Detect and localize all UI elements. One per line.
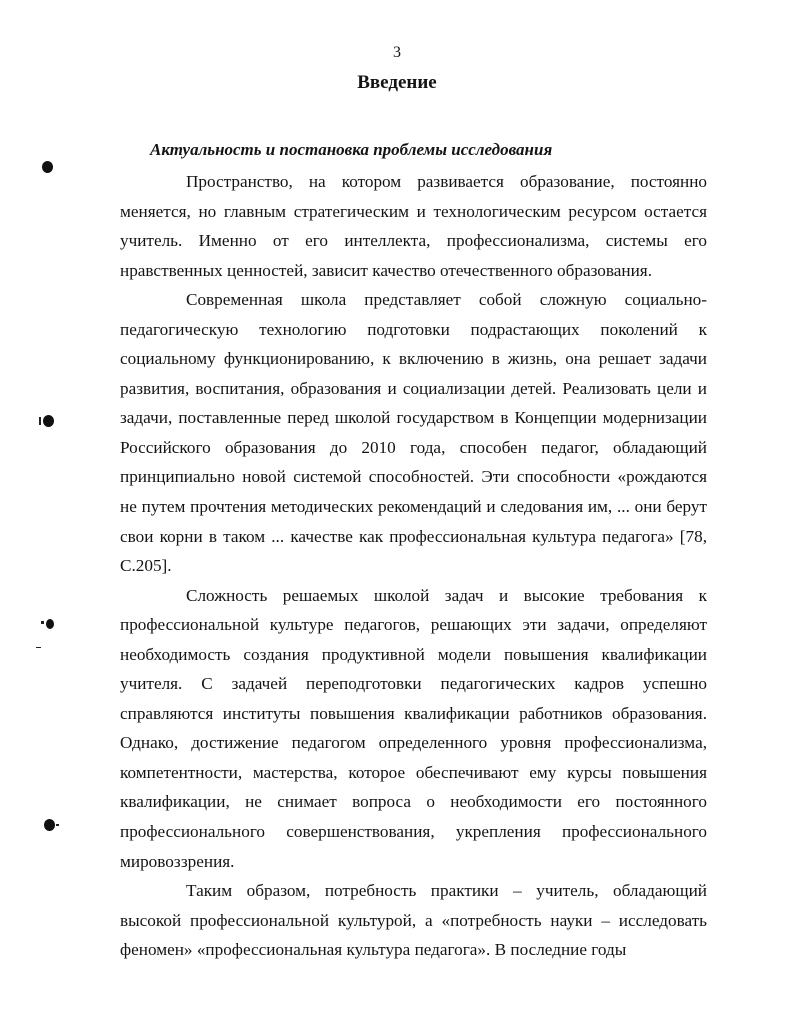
- binder-hole-mark: [36, 647, 41, 648]
- binder-hole-mark: [44, 819, 55, 831]
- paragraph-1: Пространство, на котором развивается образование, постоянно меняется, но главным стратегическим и технологическим ресурсом остается учитель. Именно от его интеллекта, профессионализма, системы его нравственных ценностей, зависит качество отечественного образования.: [120, 172, 707, 280]
- binder-hole-mark: [43, 415, 54, 427]
- binder-hole-mark: [42, 161, 53, 173]
- paragraph-2: Современная школа представляет собой сложную социально-педагогическую технологию подготовки подрастающих поколений к социальному функционированию, к включению в жизнь, она решает задачи развития, воспитания, образования и социализации детей. Реализовать цели и задачи, поставленные перед школой государством в Концепции модернизации Российского образования до 2010 года, способен педагог, обладающий принципиально новой системой способностей. Эти способности «рождаются не путем прочтения методических рекомендаций и следования им, ... они берут свои корни в таком ... качестве как профессиональная культура педагога» [78, С.205].: [120, 290, 707, 576]
- page-title: Введение: [357, 72, 437, 93]
- binder-hole-mark: [39, 417, 41, 425]
- page-number: 3: [393, 44, 401, 61]
- binder-hole-mark: [46, 619, 54, 629]
- paragraph-3: Сложность решаемых школой задач и высокие требования к профессиональной культуре педагогов, решающих эти задачи, определяют необходимость создания продуктивной модели повышения квалификации учителя. С задачей переподготовки педагогических кадров успешно справляются институты повышения квалификации работников образования. Однако, достижение педагогом определенного уровня профессионализма, компетентности, мастерства, которое обеспечивают ему курсы повышения квалификации, не снимает вопроса о необходимости его постоянного профессионального совершенствования, укрепления профессионального мировоззрения.: [120, 585, 707, 871]
- section-subtitle: Актуальность и постановка проблемы исследования: [150, 140, 553, 159]
- paragraph-4: Таким образом, потребность практики – учитель, обладающий высокой профессиональной культурой, а «потребность науки – исследовать феномен» «профессиональная культура педагога». В последние годы: [120, 881, 707, 960]
- binder-hole-mark: [56, 824, 59, 826]
- binder-hole-mark: [41, 621, 44, 624]
- body-text: [120, 167, 707, 965]
